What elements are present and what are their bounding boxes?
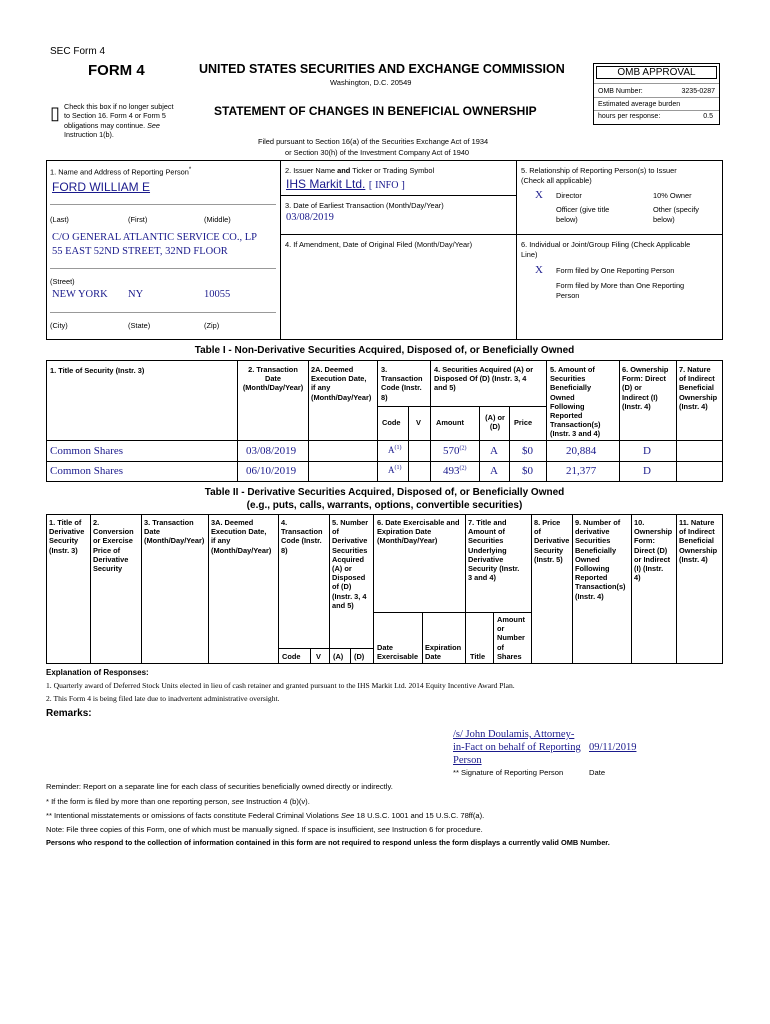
last-label: (Last) bbox=[50, 215, 69, 224]
more-persons-label: Form filed by More than One Reporting Person bbox=[556, 281, 685, 300]
t2-h4: 4. Transaction Code (Instr. 8) bbox=[281, 518, 323, 555]
note-misstatements: ** Intentional misstatements or omissions of facts constitute Federal Criminal Violations See 18 U.S.C. 1001 and 15 U.S.C. 78ff(a). bbox=[46, 811, 485, 820]
t1-row2-amount: 493$^{(2)}$ bbox=[443, 465, 467, 477]
omb-number-label: OMB Number: bbox=[598, 88, 643, 95]
t1-row1-price: $0 bbox=[522, 445, 533, 457]
t1-row2-code: $A^{(1)}$ bbox=[388, 465, 402, 475]
t1-sub-v: V bbox=[416, 418, 421, 427]
one-person-checkmark[interactable]: X bbox=[535, 264, 543, 276]
t1-row1-amount: 570$^{(2)}$ bbox=[443, 445, 467, 457]
checkbox-label: Check this box if no longer subject to Section 16. Form 4 or Form 5 obligations may continue. See Instruction 1(b). bbox=[64, 102, 174, 139]
t1-row2-form: D bbox=[643, 465, 651, 477]
t1-row1-owned: 20,884 bbox=[566, 445, 597, 457]
t1-h6: 6. Ownership Form: Direct (D) or Indirect (I) (Instr. 4) bbox=[622, 365, 669, 411]
box5-label: 5. Relationship of Reporting Person(s) to Issuer (Check all applicable) bbox=[521, 166, 677, 185]
t1-h3: 3. Transaction Code (Instr. 8) bbox=[381, 365, 423, 402]
t2-h8: 8. Price of Derivative Security (Instr. 5) bbox=[534, 518, 570, 564]
t2-h3: 3. Transaction Date (Month/Day/Year) bbox=[144, 518, 205, 546]
t1-sub-aord: (A) or (D) bbox=[485, 413, 505, 432]
t2-sub-amount: Amount or Number of Shares bbox=[497, 615, 525, 661]
filed-pursuant-line2: or Section 30(h) of the Investment Company Act of 1940 bbox=[285, 148, 470, 157]
state-value: NY bbox=[128, 289, 144, 300]
t1-h2a: 2A. Deemed Execution Date, if any (Month/Day/Year) bbox=[311, 365, 372, 402]
other-label: Other (specify below) bbox=[653, 205, 700, 224]
director-label: Director bbox=[556, 191, 582, 200]
omb-burden-label: Estimated average burden bbox=[598, 101, 681, 108]
t2-sub-expiration: Expiration Date bbox=[425, 643, 462, 662]
t2-h6: 6. Date Exercisable and Expiration Date (Month/Day/Year) bbox=[377, 518, 460, 546]
signature-label: ** Signature of Reporting Person bbox=[453, 768, 564, 777]
t1-row2-title: Common Shares bbox=[50, 465, 124, 477]
t2-h7: 7. Title and Amount of Securities Underlying Derivative Security (Instr. 3 and 4) bbox=[468, 518, 520, 583]
box2-label: 2. Issuer Name and Ticker or Trading Symbol bbox=[285, 166, 435, 175]
t1-h5: 5. Amount of Securities Beneficially Owned Following Reported Transaction(s) (Instr. 3 and 4) bbox=[550, 365, 601, 439]
zip-label: (Zip) bbox=[204, 321, 220, 330]
t1-row2-price: $0 bbox=[522, 465, 533, 477]
omb-approval-box bbox=[593, 63, 720, 125]
statement-title: STATEMENT OF CHANGES IN BENEFICIAL OWNERSHIP bbox=[214, 104, 537, 118]
director-checkmark[interactable]: X bbox=[535, 189, 543, 201]
omb-hours-value: 0.5 bbox=[703, 113, 713, 120]
state-label: (State) bbox=[128, 321, 151, 330]
form-title: FORM 4 bbox=[88, 62, 145, 79]
note-multiple-persons: * If the form is filed by more than one reporting person, see Instruction 4 (b)(v). bbox=[46, 797, 310, 806]
date-label: Date bbox=[589, 768, 606, 777]
t1-row2-date: 06/10/2019 bbox=[246, 465, 297, 477]
commission-title: UNITED STATES SECURITIES AND EXCHANGE COMMISSION bbox=[199, 62, 565, 76]
reporting-person-name[interactable]: FORD WILLIAM E bbox=[52, 180, 151, 194]
t1-row2-owned: 21,377 bbox=[566, 465, 597, 477]
note-copies: Note: File three copies of this Form, one of which must be manually signed. If space is insufficient, see Instruction 6 for procedure. bbox=[46, 825, 483, 834]
t2-sub-a: (A) bbox=[333, 652, 344, 661]
footnote-2: 2. This Form 4 is being filed late due to inadvertent administrative oversight. bbox=[46, 694, 280, 703]
address-line2: 55 EAST 52ND STREET, 32ND FLOOR bbox=[52, 246, 228, 257]
t2-sub-date-exercisable: Date Exercisable bbox=[377, 643, 419, 662]
middle-label: (Middle) bbox=[204, 215, 231, 224]
box6-label: 6. Individual or Joint/Group Filing (Check Applicable Line) bbox=[521, 240, 691, 259]
t1-row1-title: Common Shares bbox=[50, 445, 124, 457]
omb-approval-title: OMB APPROVAL bbox=[596, 66, 717, 79]
t2-sub-title: Title bbox=[470, 652, 486, 661]
city-value: NEW YORK bbox=[52, 289, 108, 300]
street-label: (Street) bbox=[50, 277, 75, 286]
t1-h4: 4. Securities Acquired (A) or Disposed Of (D) (Instr. 3, 4 and 5) bbox=[434, 365, 534, 393]
box4-label: 4. If Amendment, Date of Original Filed (Month/Day/Year) bbox=[285, 240, 473, 249]
t1-row2-ad: A bbox=[490, 465, 498, 477]
t2-h5: 5. Number of Derivative Securities Acquired (A) or Disposed of (D) (Instr. 3, 4 and 5) bbox=[332, 518, 369, 610]
sec-form-label: SEC Form 4 bbox=[50, 46, 106, 57]
reminder-note: Reminder: Report on a separate line for each class of securities beneficially owned directly or indirectly. bbox=[46, 782, 393, 791]
t2-h11: 11. Nature of Indirect Beneficial Ownership (Instr. 4) bbox=[679, 518, 718, 564]
t1-sub-amount: Amount bbox=[436, 418, 464, 427]
officer-label: Officer (give title below) bbox=[556, 205, 610, 224]
ticker-symbol: INFO bbox=[375, 180, 399, 191]
omb-hours-label: hours per response: bbox=[598, 113, 661, 120]
t1-sub-code: Code bbox=[382, 418, 401, 427]
issuer-name[interactable]: IHS Markit Ltd. bbox=[286, 177, 366, 191]
filed-pursuant-line1: Filed pursuant to Section 16(a) of the Securities Exchange Act of 1934 bbox=[258, 137, 489, 146]
table2-title: Table II - Derivative Securities Acquired, Disposed of, or Beneficially Owned bbox=[204, 487, 565, 498]
checkbox-icon[interactable]: ▯ bbox=[50, 103, 60, 123]
address-line1: C/O GENERAL ATLANTIC SERVICE CO., LP bbox=[52, 232, 257, 243]
omb-persons-note: Persons who respond to the collection of information contained in this form are not required to respond unless the form displays a currently valid OMB Number. bbox=[46, 838, 610, 847]
remarks-title: Remarks: bbox=[46, 708, 92, 719]
ten-percent-owner-label: 10% Owner bbox=[653, 191, 692, 200]
box3-label: 3. Date of Earliest Transaction (Month/Day/Year) bbox=[285, 201, 444, 210]
signature-date: 09/11/2019 bbox=[589, 742, 637, 753]
t2-sub-v: V bbox=[316, 652, 321, 661]
t1-h2: 2. Transaction Date (Month/Day/Year) bbox=[242, 365, 304, 393]
city-label: (City) bbox=[50, 321, 68, 330]
t2-h2: 2. Conversion or Exercise Price of Derivative Security bbox=[93, 518, 134, 574]
footnote-1: 1. Quarterly award of Deferred Stock Units elected in lieu of cash retainer and granted pursuant to the IHS Markit Ltd. 2014 Equity Incentive Award Plan. bbox=[46, 681, 515, 690]
box1-label: 1. Name and Address of Reporting Person* bbox=[50, 167, 192, 177]
commission-location: Washington, D.C. 20549 bbox=[330, 78, 412, 87]
t1-row1-date: 03/08/2019 bbox=[246, 445, 297, 457]
issuer-name-line: IHS Markit Ltd. [ INFO ] bbox=[286, 177, 405, 191]
t1-h1: 1. Title of Security (Instr. 3) bbox=[50, 366, 145, 375]
t1-row1-code: $A^{(1)}$ bbox=[388, 445, 402, 455]
zip-value: 10055 bbox=[204, 289, 231, 300]
table2-subtitle: (e.g., puts, calls, warrants, options, convertible securities) bbox=[246, 500, 523, 511]
t2-sub-code: Code bbox=[282, 652, 301, 661]
earliest-transaction-date: 03/08/2019 bbox=[286, 212, 334, 223]
first-label: (First) bbox=[128, 215, 148, 224]
explanation-title: Explanation of Responses: bbox=[46, 668, 149, 677]
signature[interactable]: /s/ John Doulamis, Attorney- in-Fact on behalf of Reporting Person bbox=[453, 729, 581, 766]
t2-h1: 1. Title of Derivative Security (Instr. 3) bbox=[49, 518, 85, 555]
table1-title: Table I - Non-Derivative Securities Acquired, Disposed of, or Beneficially Owned bbox=[194, 345, 575, 356]
t1-sub-price: Price bbox=[514, 418, 533, 427]
t2-h9: 9. Number of derivative Securities Beneficially Owned Following Reported Transaction(s) (Instr. 4) bbox=[575, 518, 626, 601]
t2-h3a: 3A. Deemed Execution Date, if any (Month/Day/Year) bbox=[211, 518, 272, 555]
t2-sub-d: (D) bbox=[354, 652, 365, 661]
omb-number-value: 3235-0287 bbox=[681, 88, 715, 95]
t1-row1-ad: A bbox=[490, 445, 498, 457]
one-person-label: Form filed by One Reporting Person bbox=[556, 266, 675, 275]
t1-row1-form: D bbox=[643, 445, 651, 457]
t2-h10: 10. Ownership Form: Direct (D) or Indirect (I) (Instr. 4) bbox=[634, 518, 673, 583]
t1-h7: 7. Nature of Indirect Beneficial Ownership (Instr. 4) bbox=[679, 365, 718, 411]
